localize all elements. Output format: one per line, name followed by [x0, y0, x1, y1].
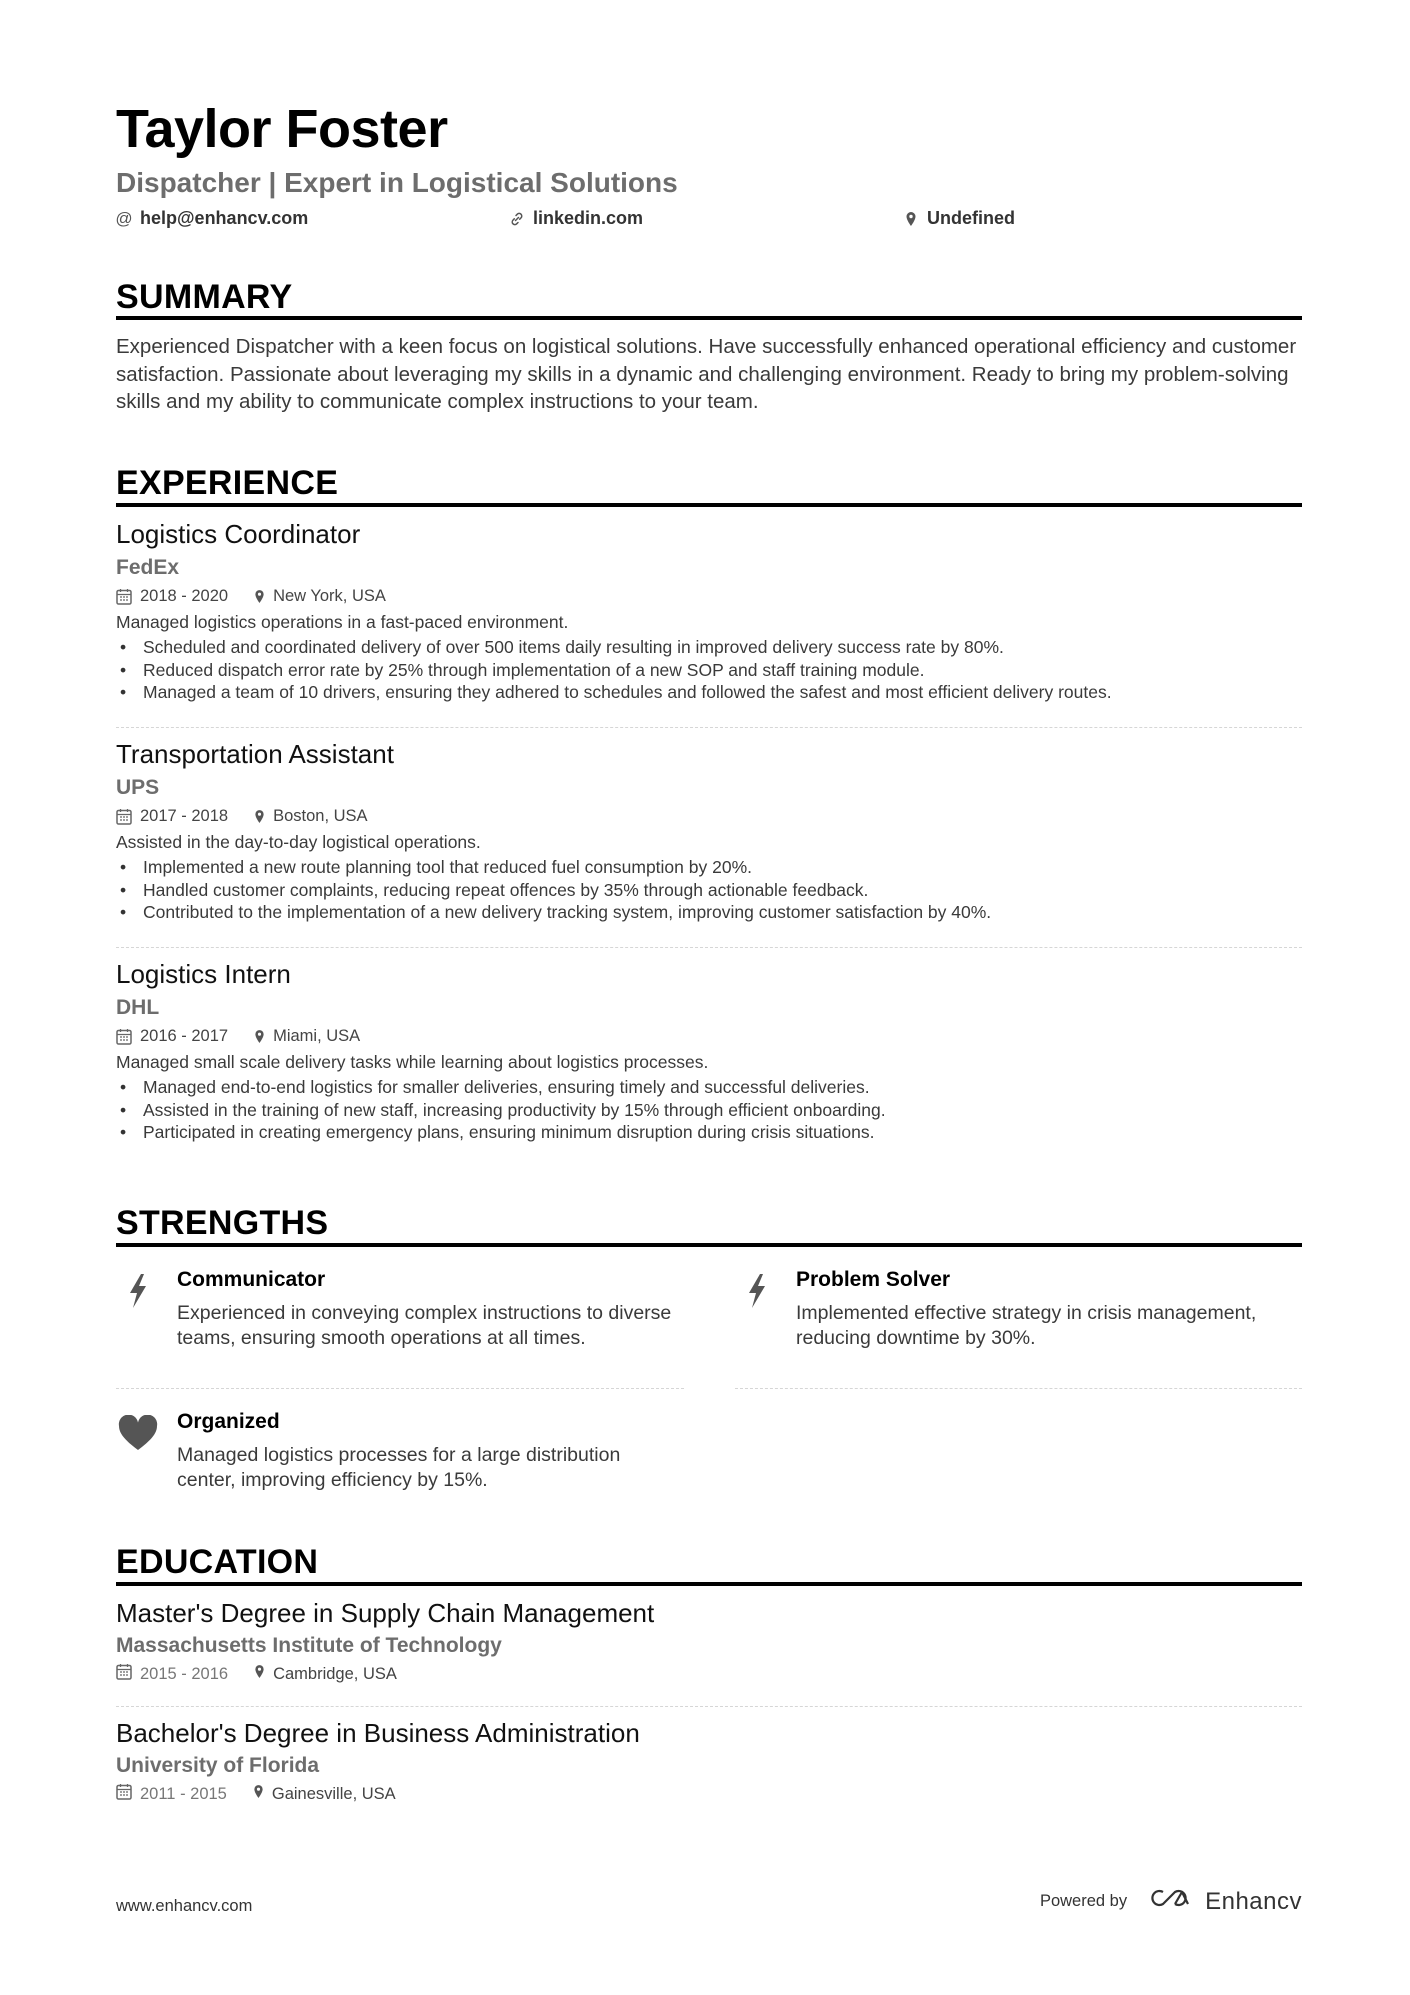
- strength-title: Organized: [177, 1410, 280, 1433]
- list-item: • Contributed to the implementation of a new delivery tracking system, improving customer satisfaction by 40%.: [116, 901, 1302, 924]
- job-meta: [116, 805, 1302, 827]
- list-item: • Reduced dispatch error rate by 25% through implementation of a new SOP and staff training module.: [116, 659, 1302, 682]
- company-name: UPS: [116, 776, 160, 799]
- link-icon: [509, 211, 525, 227]
- degree-title: Bachelor's Degree in Business Administration: [116, 1718, 640, 1748]
- contact-email[interactable]: [116, 208, 308, 229]
- job-title: Logistics Intern: [116, 959, 291, 989]
- strength-description: Implemented effective strategy in crisis management, reducing downtime by 30%.: [796, 1302, 1257, 1349]
- candidate-headline: Dispatcher | Expert in Logistical Solutions: [116, 167, 678, 198]
- list-item: • Scheduled and coordinated delivery of over 500 items daily resulting in improved delivery success rate by 80%.: [116, 636, 1302, 659]
- job-location: New York, USA: [254, 587, 386, 606]
- entry-divider: [735, 1388, 1302, 1389]
- education-dates: 2015 - 2016: [116, 1663, 228, 1685]
- entry-divider: [116, 1706, 1302, 1707]
- entry-divider: [116, 1388, 684, 1389]
- job-location: Boston, USA: [254, 807, 367, 826]
- strength-item: [735, 1267, 1301, 1347]
- education-entry: [116, 1597, 1302, 1685]
- section-rule: [116, 316, 1302, 320]
- footer-website-link[interactable]: www.enhancv.com: [116, 1897, 253, 1915]
- entry-divider: [116, 947, 1302, 948]
- strength-item: [116, 1409, 682, 1499]
- experience-entry: [116, 738, 1302, 924]
- company-name: DHL: [116, 996, 160, 1019]
- heart-icon: [116, 1413, 160, 1453]
- school-name: University of Florida: [116, 1754, 320, 1777]
- job-title: Logistics Coordinator: [116, 519, 361, 549]
- job-achievements: [116, 636, 1302, 704]
- list-item: • Managed a team of 10 drivers, ensuring they adhered to schedules and followed the safest and most efficient delivery routes.: [116, 681, 1302, 704]
- education-meta: [116, 1663, 1302, 1685]
- section-rule: [116, 503, 1302, 507]
- lightning-bolt-icon: [735, 1271, 779, 1311]
- footer-branding: [1040, 1886, 1302, 1917]
- enhancv-logo-icon: [1149, 1886, 1195, 1917]
- job-dates: 2017 - 2018: [116, 807, 228, 826]
- education-meta: [116, 1783, 1302, 1805]
- job-dates: 2016 - 2017: [116, 1027, 228, 1046]
- lightning-bolt-icon: [116, 1271, 160, 1311]
- strength-title: Communicator: [177, 1268, 326, 1291]
- job-achievements: [116, 856, 1302, 924]
- job-location: Miami, USA: [254, 1027, 360, 1046]
- education-heading: EDUCATION: [116, 1543, 319, 1581]
- job-title: Transportation Assistant: [116, 739, 394, 769]
- location-pin-icon: [253, 1784, 264, 1804]
- contact-location-text: Undefined: [927, 208, 1015, 228]
- experience-entry: [116, 958, 1302, 1144]
- degree-title: Master's Degree in Supply Chain Management: [116, 1598, 655, 1628]
- strength-description: Managed logistics processes for a large distribution center, improving efficiency by 15%.: [177, 1444, 621, 1491]
- strength-title: Problem Solver: [796, 1268, 951, 1291]
- job-meta: [116, 1025, 1302, 1047]
- section-rule: [116, 1582, 1302, 1586]
- at-icon: @: [115, 208, 133, 228]
- candidate-name: Taylor Foster: [116, 99, 448, 159]
- calendar-icon: [116, 808, 132, 825]
- powered-by-label: Powered by: [1039, 1892, 1128, 1910]
- job-description: Managed small scale delivery tasks while learning about logistics processes.: [116, 1052, 709, 1072]
- contact-bar: [116, 208, 1302, 232]
- calendar-icon: [116, 588, 132, 605]
- location-pin-icon: [254, 589, 265, 604]
- section-rule: [116, 1243, 1302, 1247]
- list-item: • Implemented a new route planning tool that reduced fuel consumption by 20%.: [116, 856, 1302, 879]
- strengths-heading: STRENGTHS: [116, 1204, 329, 1242]
- job-dates: 2018 - 2020: [116, 587, 228, 606]
- contact-location: [903, 208, 1015, 229]
- job-description: Managed logistics operations in a fast-paced environment.: [116, 612, 569, 632]
- job-meta: [116, 585, 1302, 607]
- contact-linkedin[interactable]: [509, 208, 643, 229]
- summary-text: Experienced Dispatcher with a keen focus on logistical solutions. Have successfully enhanced operational efficiency and customer satisfaction. Passionate about leveraging my skills in a dynamic and challenging environment. Ready to bring my problem-solving skills and my ability to communicate complex instructions to your team.: [116, 335, 1297, 413]
- entry-divider: [116, 727, 1302, 728]
- location-pin-icon: [254, 1664, 265, 1684]
- strength-description: Experienced in conveying complex instructions to diverse teams, ensuring smooth operations at all times.: [177, 1302, 672, 1349]
- calendar-icon: [116, 1663, 132, 1685]
- list-item: • Participated in creating emergency plans, ensuring minimum disruption during crisis situations.: [116, 1121, 1302, 1144]
- brand-logo[interactable]: [1149, 1886, 1302, 1917]
- location-pin-icon: [903, 211, 919, 227]
- list-item: • Managed end-to-end logistics for smaller deliveries, ensuring timely and successful deliveries.: [116, 1076, 1302, 1099]
- education-location: Cambridge, USA: [254, 1664, 397, 1684]
- calendar-icon: [116, 1783, 132, 1805]
- school-name: Massachusetts Institute of Technology: [116, 1634, 502, 1657]
- company-name: FedEx: [116, 556, 180, 579]
- summary-heading: SUMMARY: [116, 278, 293, 316]
- list-item: • Assisted in the training of new staff, increasing productivity by 15% through efficient onboarding.: [116, 1099, 1302, 1122]
- brand-name: Enhancv: [1205, 1887, 1302, 1915]
- location-pin-icon: [254, 1029, 265, 1044]
- contact-linkedin-text: linkedin.com: [533, 208, 644, 228]
- calendar-icon: [116, 1028, 132, 1045]
- education-entry: [116, 1717, 1302, 1805]
- strength-item: [116, 1267, 682, 1377]
- education-dates: 2011 - 2015: [116, 1783, 227, 1805]
- job-achievements: [116, 1076, 1302, 1144]
- list-item: • Handled customer complaints, reducing repeat offences by 35% through actionable feedback.: [116, 879, 1302, 902]
- experience-entry: [116, 518, 1302, 704]
- contact-email-text: help@enhancv.com: [140, 208, 309, 228]
- education-location: Gainesville, USA: [253, 1784, 396, 1804]
- experience-heading: EXPERIENCE: [116, 464, 339, 502]
- location-pin-icon: [254, 809, 265, 824]
- job-description: Assisted in the day-to-day logistical operations.: [116, 832, 481, 852]
